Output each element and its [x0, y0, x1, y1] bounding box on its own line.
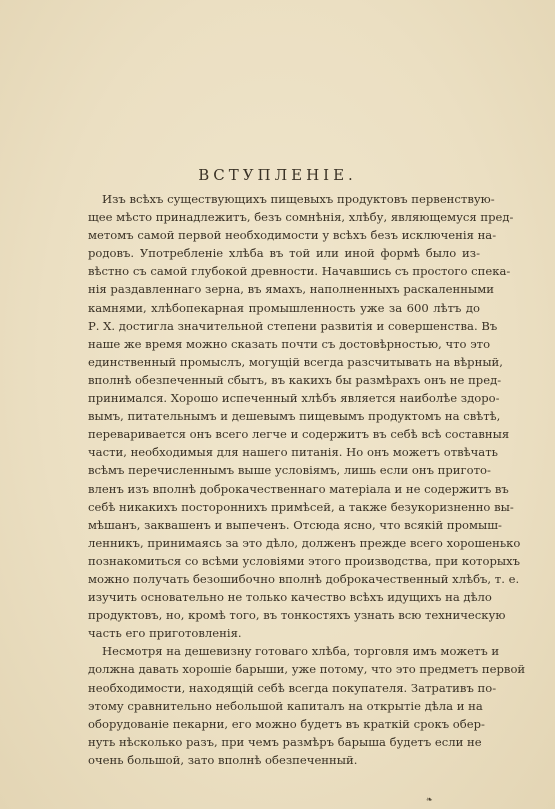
text-line: вѣстно съ самой глубокой древности. Начавшись съ простого спека-: [88, 264, 511, 279]
text-line: ленникъ, принимаясь за это дѣло, долженъ прежде всего хорошенько: [88, 535, 521, 550]
text-line: переваривается онъ всего легче и содержитъ въ себѣ всѣ составныя: [88, 427, 510, 442]
text-line: Несмотря на дешевизну готоваго хлѣба, торговля имъ можетъ и: [102, 644, 500, 659]
text-line: необходимости, находящій себѣ всегда покупателя. Затративъ по-: [88, 680, 497, 695]
text-line: оборудованіе пекарни, его можно будетъ въ краткій срокъ обер-: [88, 716, 485, 731]
text-line: родовъ. Употребленіе хлѣба въ той или иной формѣ было из-: [88, 246, 480, 261]
text-line: мѣшанъ, заквашенъ и выпеченъ. Отсюда ясно, что всякій промыш-: [88, 517, 502, 532]
text-line: вполнѣ обезпеченный сбытъ, въ какихъ бы размѣрахъ онъ не пред-: [88, 372, 502, 387]
text-line: Изъ всѣхъ существующихъ пищевыхъ продуктовъ первенствую-: [102, 192, 495, 206]
text-line: себѣ никакихъ постороннихъ примѣсей, а также безукоризненно вы-: [88, 499, 514, 514]
text-line: вымъ, питательнымъ и дешевымъ пищевымъ продуктомъ на свѣтѣ,: [88, 409, 501, 424]
text-line: вленъ изъ вполнѣ доброкачественнаго матеріала и не содержитъ въ: [88, 481, 509, 496]
ornament-mark: ❧: [426, 795, 433, 804]
text-line: принимался. Хорошо испеченный хлѣбъ является наиболѣе здоро-: [88, 391, 500, 406]
text-line: части, необходимыя для нашего питанія. Но онъ можетъ отвѣчать: [88, 445, 498, 460]
text-line: очень большой, зато вполнѣ обезпеченный.: [88, 752, 358, 767]
text-line: познакомиться со всѣми условіями этого производства, при которыхъ: [88, 553, 521, 568]
text-line: всѣмъ перечисленнымъ выше условіямъ, лишь если онъ пригото-: [88, 463, 491, 478]
text-line: можно получать безошибочно вполнѣ доброкачественный хлѣбъ, т. е.: [88, 571, 520, 586]
text-line: продуктовъ, но, кромѣ того, въ тонкостяхъ узнать всю техническую: [88, 608, 506, 623]
text-line: наше же время можно сказать почти съ достовѣрностью, что это: [88, 336, 491, 351]
text-line: должна давать хорошіе барыши, уже потому, что это предметъ первой: [88, 662, 526, 677]
body-text: [88, 190, 526, 769]
page-title: ВСТУПЛЕНІЕ.: [198, 166, 357, 184]
text-line: камнями, хлѣбопекарная промышленность уже за 600 лѣтъ до: [88, 300, 480, 315]
text-line: часть его приготовленія.: [88, 626, 242, 641]
text-line: этому сравнительно небольшой капиталъ на открытіе дѣла и на: [88, 698, 483, 713]
text-line: изучить основательно не только качество всѣхъ идущихъ на дѣло: [88, 590, 492, 605]
paragraph: [88, 190, 521, 642]
paragraph: [88, 642, 526, 769]
text-line: нія раздавленнаго зерна, въ ямахъ, наполненныхъ раскаленными: [88, 282, 494, 297]
text-line: щее мѣсто принадлежитъ, безъ сомнѣнія, хлѣбу, являющемуся пред-: [88, 210, 514, 225]
text-line: Р. Х. достигла значительной степени развитія и совершенства. Въ: [88, 318, 498, 333]
text-line: метомъ самой первой необходимости у всѣхъ безъ исключенія на-: [88, 228, 497, 243]
text-line: единственный промыслъ, могущій всегда разсчитывать на вѣрный,: [88, 354, 503, 369]
text-line: нуть нѣсколько разъ, при чемъ размѣръ барыша будетъ если не: [88, 734, 482, 749]
